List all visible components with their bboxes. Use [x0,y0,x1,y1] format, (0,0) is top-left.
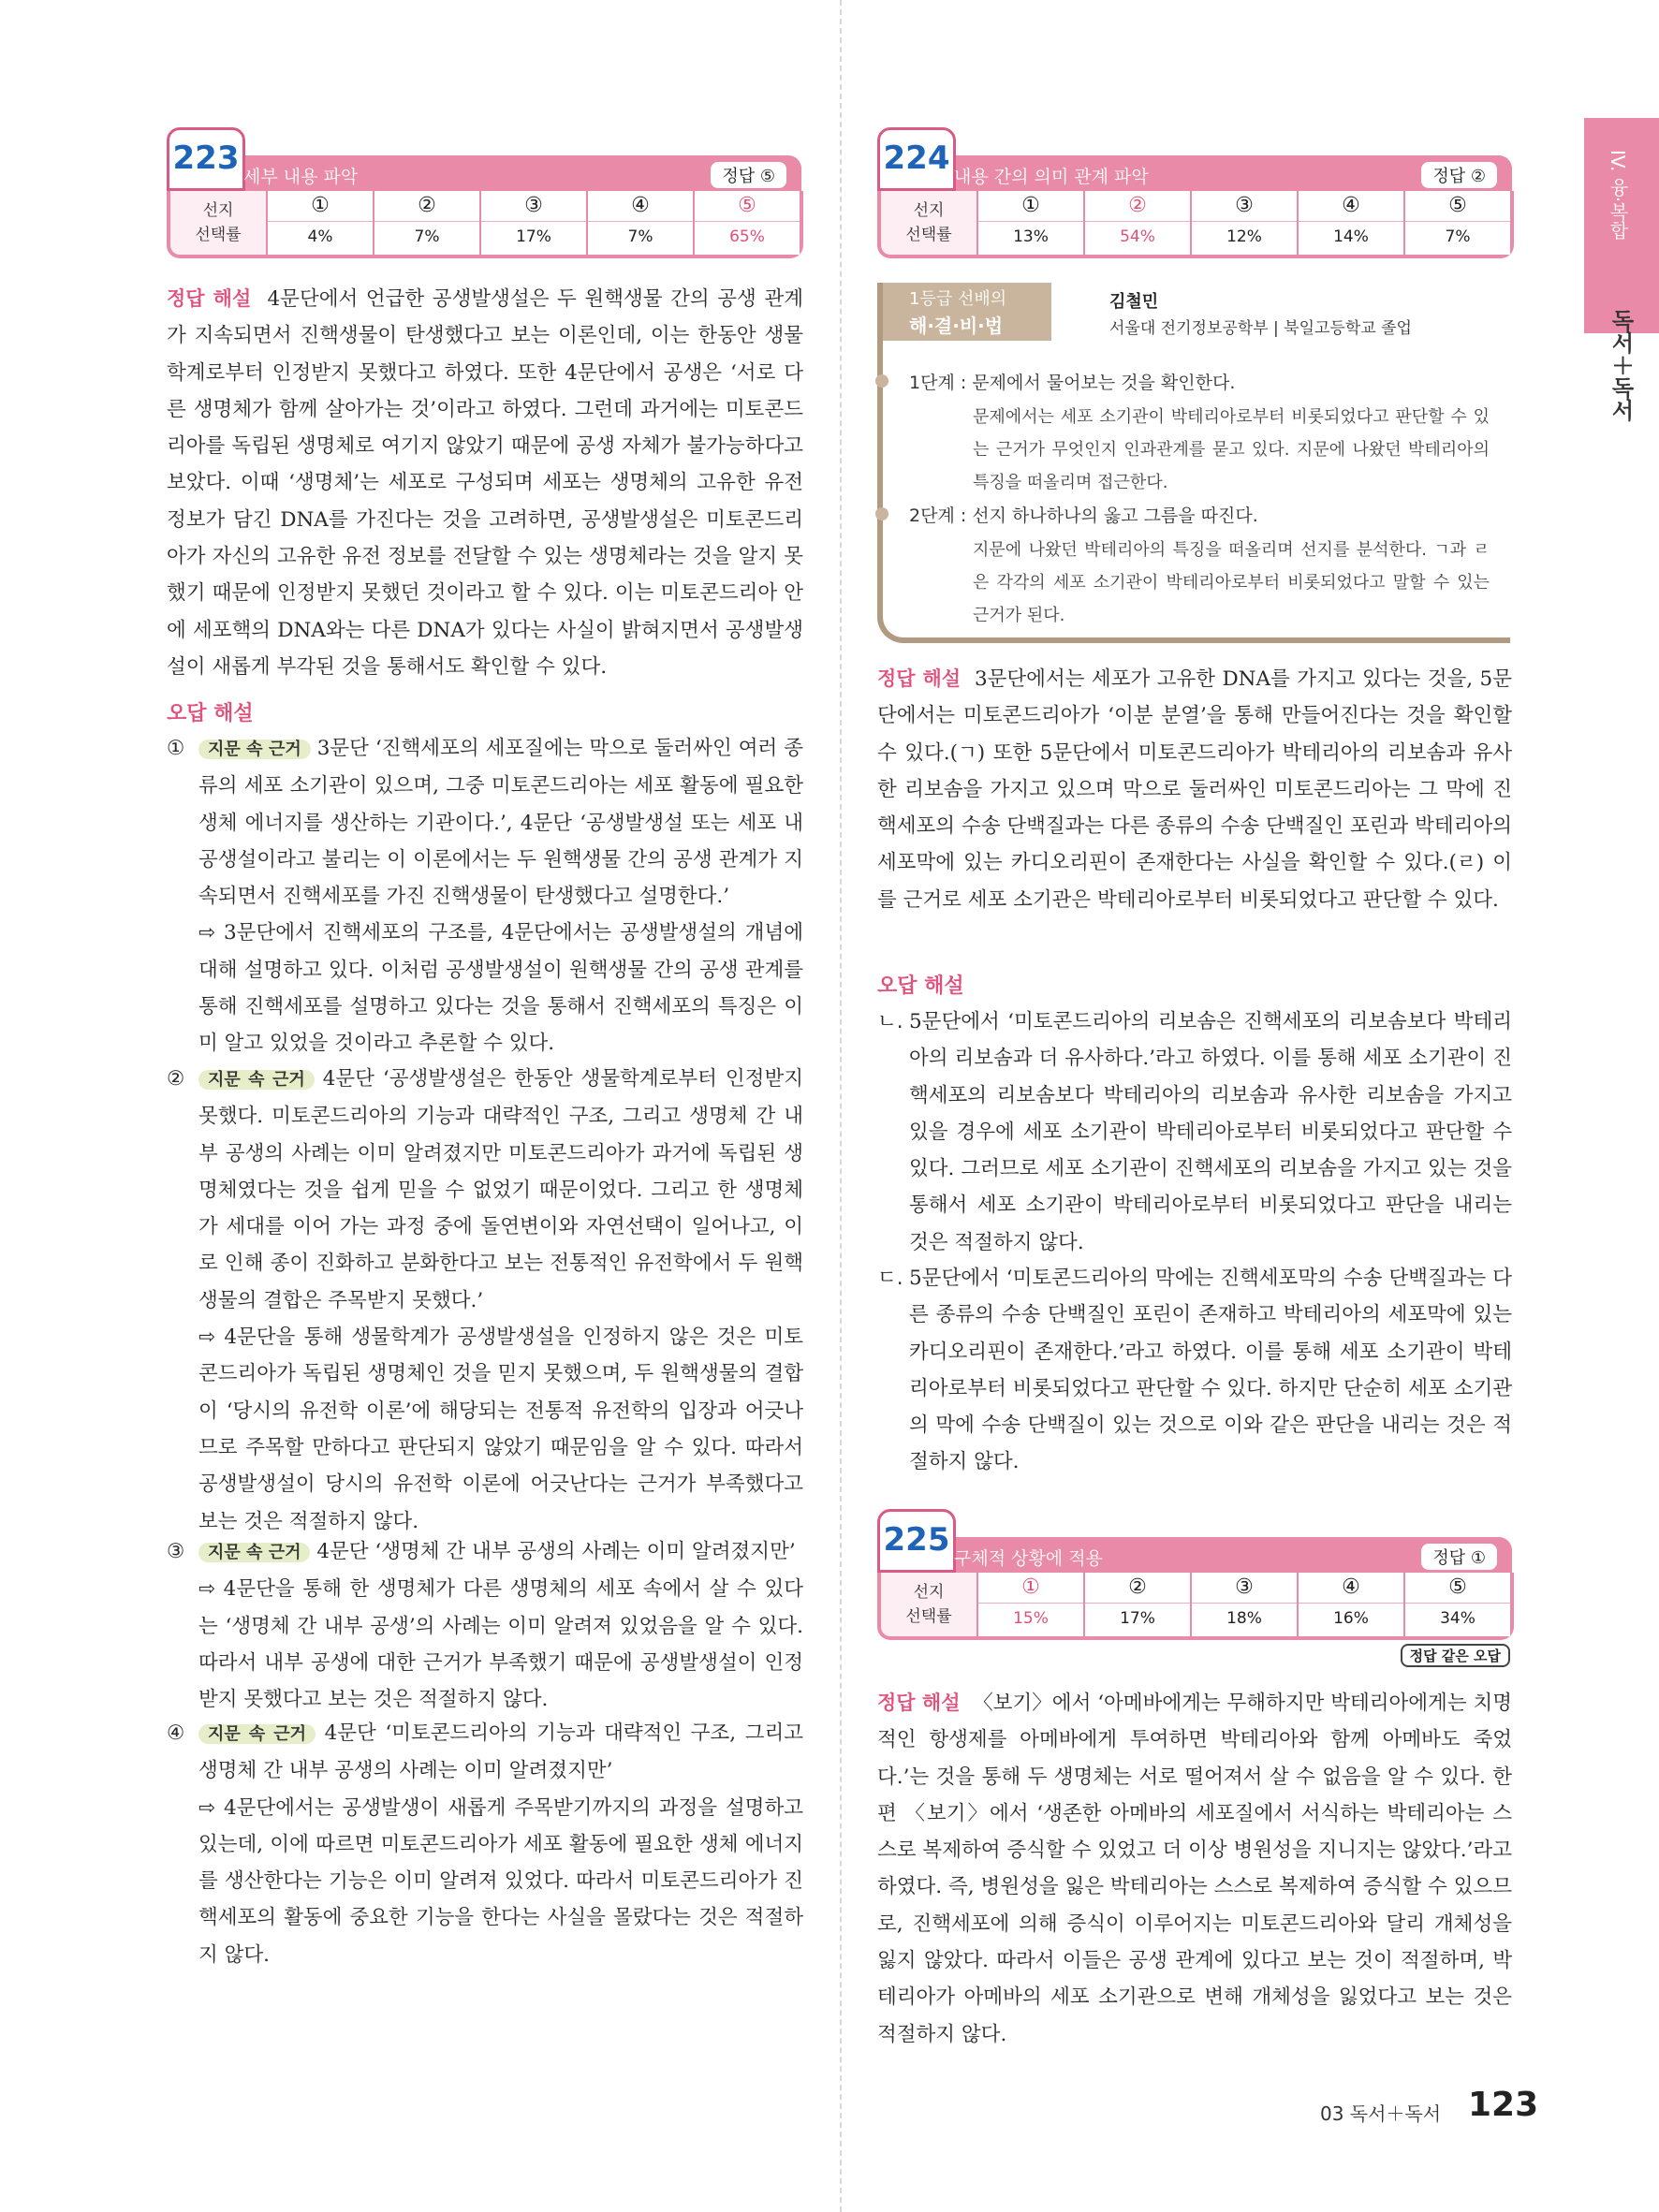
answer-label: 정답 해설 [877,667,962,690]
answer-label: 정답 해설 [167,287,252,310]
tip-step-1: 1단계 : 문제에서 물어보는 것을 확인한다. [909,367,1490,399]
option-1: ① 4% [266,191,373,255]
table-head: 선지 선택률 [905,201,952,244]
footer-section: 03 독서＋독서 [1320,2102,1442,2125]
question-225-header [877,1509,1514,1664]
wrong-item-c: ㄷ. 5문단에서 ‘미토콘드리아의 막에는 진핵세포막의 수송 단백질과는 다른 종류의 수송 단백질인 포린이 존재하고 박테리아의 세포막에 있는 카디오리핀이 존재한다.’라고 하였다. 이를 통해 세포 소기관이 박테리아로부터 비롯되었다고 판단할 수 있다. 하지만 단순히 세포 소기관의 막에 수송 단백질이 있는 것으로 이와 같은 판단을 내리는 것은 적절하지 않다. [877,1267,1512,1474]
option-2: ② 54% [1083,191,1190,255]
evidence-tag: 지문 속 근거 [198,1070,315,1090]
question-number: 225 [877,1509,956,1573]
common-wrong-badge: 정답 같은 오답 [1401,1644,1510,1667]
tip-head: 1등급 선배의 해·결·비·법 [883,283,1051,341]
tip-author: 김철민 [1109,292,1159,312]
question-number: 223 [167,127,245,191]
question-type: 구체적 상황에 적용 [954,1548,1103,1569]
answer-explanation [167,281,803,685]
selection-rate-table [877,1573,1514,1640]
option-1: ① 15% [976,1573,1083,1636]
wrong-item-b: ㄴ. 5문단에서 ‘미토콘드리아의 리보솜은 진핵세포의 리보솜보다 박테리아의 리보솜과 더 유사하다.’라고 하였다. 이를 통해 세포 소기관이 진핵세포의 리보솜보다 박테리아의 리보솜과 유사한 리보솜을 가지고 있을 경우에 세포 소기관이 박테리아로부터 비롯되었다고 판단할 수 있다. 그러므로 세포 소기관이 진핵세포의 리보솜을 가지고 있는 것을 통해서 세포 소기관이 박테리아로부터 비롯되었다고 판단을 내리는 것은 적절하지 않다. [877,1010,1512,1254]
answer-text: 4문단에서 언급한 공생발생설은 두 원핵생물 간의 공생 관계가 지속되면서 진핵생물이 탄생했다고 보는 이론인데, 이는 한동안 생물학계로부터 인정받지 못했다고 하였다. 또한 4문단에서 공생은 ‘서로 다른 생명체가 함께 살아가는 것’이라고 하였다. 그런데 과거에는 미토콘드리아를 독립된 생명체로 여기지 않았기 때문에 공생 자체가 불가능하다고 보았다. 이때 ‘생명체’는 세포로 구성되며 세포는 생명체의 고유한 유전 정보가 담긴 DNA를 가진다는 것을 고려하면, 공생발생설은 미토콘드리아가 자신의 고유한 유전 정보를 전달할 수 있는 생명체라는 것을 알지 못했기 때문에 인정받지 못했던 것이라고 할 수 있다. 이는 미토콘드리아 안에 세포핵의 DNA와는 다른 DNA가 있다는 사실이 밝혀지면서 공생발생설이 새롭게 부각된 것을 통해서도 확인할 수 있다. [167,287,803,679]
wrong-item-3: ③ 지문 속 근거 4문단 ‘생명체 간 내부 공생의 사례는 이미 알려졌지만’ ⇨ 4문단을 통해 한 생명체가 다른 생명체의 세포 속에서 살 수 있다는 ‘생명체 간 내부 공생’의 사례는 이미 알려져 있었음을 알 수 있다. 따라서 내부 공생에 대한 근거가 부족했기 때문에 공생발생설이 인정받지 못했다고 보는 것은 적절하지 않다. [167,1540,804,1712]
chapter-unit: IV. 융·복합 [1607,150,1629,241]
answer-explanation [877,1685,1512,2053]
option-4: ④ 16% [1297,1573,1403,1636]
evidence-tag: 지문 속 근거 [198,1724,316,1744]
chapter-title: 독서＋독서 [1608,309,1634,421]
option-4: ④ 7% [586,191,693,255]
option-2: ② 17% [1083,1573,1190,1636]
option-1: ① 13% [976,191,1083,255]
table-head: 선지 선택률 [195,201,242,244]
answer-label: 정답 해설 [877,1692,961,1714]
answer-text: 〈보기〉에서 ‘아메바에게는 무해하지만 박테리아에게는 치명적인 항생제를 아메바에게 투여하면 박테리아와 함께 아메바도 죽었다.’는 것을 통해 두 생명체는 서로 떨어져서 살 수 없음을 알 수 있다. 한편 〈보기〉에서 ‘생존한 아메바의 세포질에서 서식하는 박테리아는 스스로 복제하여 증식할 수 있었고 더 이상 병원성을 지니지는 않았다.’라고 하였다. 즉, 병원성을 잃은 박테리아는 스스로 복제하여 증식할 수 있으므로, 진핵세포에 의해 증식이 이루어지는 미토콘드리아와 달리 개체성을 잃지 않았다. 따라서 이들은 공생 관계에 있다고 보는 것이 적절하며, 박테리아가 아메바의 세포 소기관으로 변해 개체성을 잃었다고 보는 것은 적절하지 않다. [877,1692,1512,2046]
option-3: ③ 12% [1190,191,1297,255]
answer-explanation [877,661,1512,918]
tip-school: 서울대 전기정보공학부 | 북일고등학교 졸업 [1109,319,1412,338]
wrong-item-4: ④ 지문 속 근거 4문단 ‘미토콘드리아의 기능과 대략적인 구조, 그리고 생명체 간 내부 공생의 사례는 이미 알려졌지만’ ⇨ 4문단에서는 공생발생이 새롭게 주목받기까지의 과정을 설명하고 있는데, 이에 따르면 미토콘드리아가 세포 활동에 필요한 생체 에너지를 생산한다는 기능은 이미 알려져 있었다. 따라서 미토콘드리아가 진핵세포의 활동에 중요한 기능을 한다는 사실을 몰랐다는 것은 적절하지 않다. [167,1721,803,1967]
wrong-item-2: ② 지문 속 근거 4문단 ‘공생발생설은 한동안 생물학계로부터 인정받지 못했다. 미토콘드리아의 기능과 대략적인 구조, 그리고 생명체 간 내부 공생의 사례는 이미 알려졌지만 미토콘드리아가 과거에 독립된 생명체였다는 것을 쉽게 믿을 수 없었기 때문이었다. 그리고 한 생명체가 세대를 이어 가는 과정 중에 돌연변이와 자연선택이 일어나고, 이로 인해 종이 진화하고 분화한다고 보는 전통적인 유전학에서 두 원핵생물의 결합은 주목받지 못했다.’ ⇨ 4문단을 통해 생물학계가 공생발생설을 인정하지 않은 것은 미토콘드리아가 독립된 생명체인 것을 믿지 못했으며, 두 원핵생물의 결합이 ‘당시의 유전학 이론’에 해당되는 전통적 유전학의 입장과 어긋나므로 주목할 만하다고 판단되지 않았기 때문임을 알 수 있다. 따라서 공생발생설이 당시의 유전학 이론에 어긋난다는 근거가 부족했다고 보는 것은 적절하지 않다. [167,1067,803,1533]
option-2: ② 7% [373,191,479,255]
option-3: ③ 17% [479,191,586,255]
tip-box [877,283,1510,643]
column-divider [840,0,842,2212]
option-5: ⑤ 34% [1403,1573,1510,1636]
option-5: ⑤ 7% [1403,191,1510,255]
page-number: 123 [1468,2086,1539,2124]
question-number: 224 [877,127,956,191]
option-4: ④ 14% [1297,191,1403,255]
selection-rate-table [877,191,1514,258]
question-223-header [167,127,803,264]
question-type: 내용 간의 의미 관계 파악 [954,167,1149,187]
evidence-tag: 지문 속 근거 [198,740,311,759]
tip-step-2: 2단계 : 선지 하나하나의 옳고 그름을 따진다. [909,500,1490,532]
option-3: ③ 18% [1190,1573,1297,1636]
tip-step-2-body: 지문에 나왔던 박테리아의 특징을 떠올리며 선지를 분석한다. ㄱ과 ㄹ은 각각의 세포 소기관이 박테리아로부터 비롯되었다고 말할 수 있는 근거가 된다. [973,540,1490,625]
wrong-label: 오답 해설 [877,974,964,998]
wrong-item-1: ① 지문 속 근거 3문단 ‘진핵세포의 세포질에는 막으로 둘러싸인 여러 종류의 세포 소기관이 있으며, 그중 미토콘드리아는 세포 활동에 필요한 생체 에너지를 생산하는 기관이다.’, 4문단 ‘공생발생설 또는 세포 내 공생설이라고 불리는 이 이론에서는 두 원핵생물 간의 공생 관계가 지속되면서 진핵세포를 가진 진핵생물이 탄생했다고 설명한다.’ ⇨ 3문단에서 진핵세포의 구조를, 4문단에서는 공생발생설의 개념에 대해 설명하고 있다. 이처럼 공생발생설이 원핵생물 간의 공생 관계를 통해 진핵세포를 설명하고 있다는 것을 통해서 진핵세포의 특징은 이미 알고 있었을 것이라고 추론할 수 있다. [167,737,803,1056]
table-head: 선지 선택률 [905,1583,952,1626]
option-5: ⑤ 65% [693,191,800,255]
answer-badge: 정답 ① [1421,1544,1497,1570]
question-224-header [877,127,1514,264]
wrong-label: 오답 해설 [167,702,254,725]
question-type: 세부 내용 파악 [243,167,359,187]
answer-badge: 정답 ② [1421,162,1497,188]
answer-text: 3문단에서는 세포가 고유한 DNA를 가지고 있다는 것을, 5문단에서는 미토콘드리아가 ‘이분 분열’을 통해 만들어진다는 것을 확인할 수 있다.(ㄱ) 또한 5문단에서 미토콘드리아가 박테리아의 리보솜과 유사한 리보솜을 가지고 있으며 막으로 둘러싸인 미토콘드리아는 그 막에 진핵세포의 수송 단백질과는 다른 종류의 수송 단백질인 포린과 박테리아의 세포막에 있는 카디오리핀이 존재한다는 사실을 확인할 수 있다.(ㄹ) 이를 근거로 세포 소기관은 박테리아로부터 비롯되었다고 판단할 수 있다. [877,667,1512,912]
answer-badge: 정답 ⑤ [711,162,786,188]
tip-step-1-body: 문제에서는 세포 소기관이 박테리아로부터 비롯되었다고 판단할 수 있는 근거가 무엇인지 인과관계를 묻고 있다. 지문에 나왔던 박테리아의 특징을 떠올리며 접근한다. [973,407,1490,492]
evidence-tag: 지문 속 근거 [198,1543,310,1562]
selection-rate-table [167,191,803,258]
